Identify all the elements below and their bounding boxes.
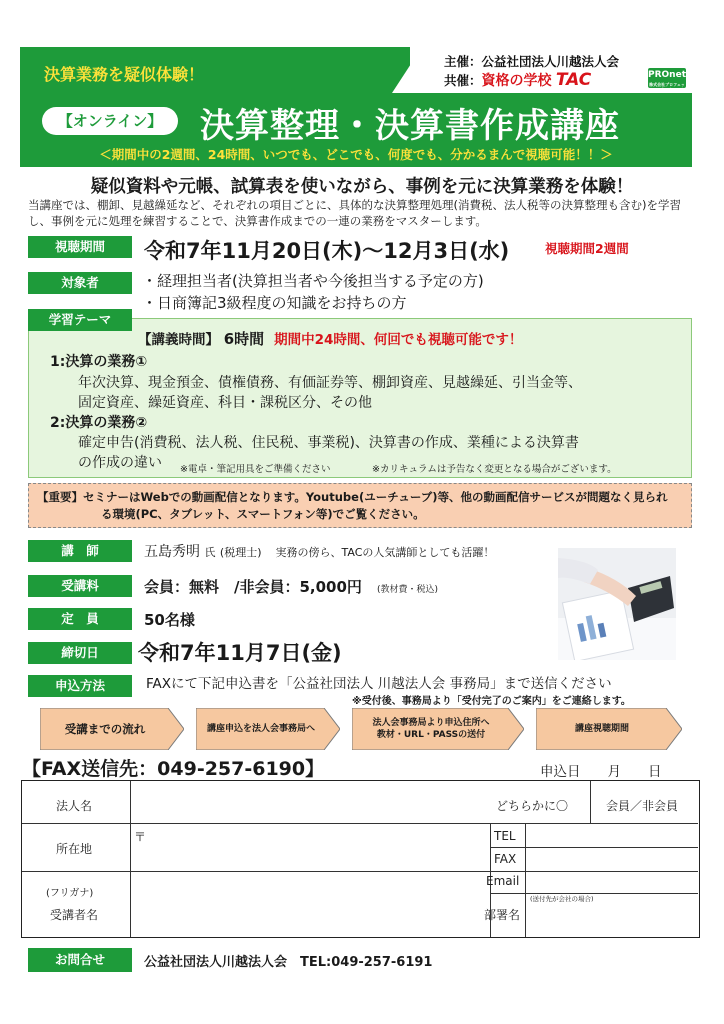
email-field[interactable]: [526, 870, 696, 892]
attendee-field[interactable]: [130, 872, 466, 934]
online-label: 【オンライン】: [42, 107, 178, 135]
host-text: 主催：公益社団法人川越法人会: [444, 54, 620, 69]
tagline: 決算業務を疑似体験！: [44, 65, 205, 84]
theme-item-2-head: 2:決算の業務②: [50, 415, 148, 431]
cohost-school: 資格の学校: [481, 73, 552, 89]
apply-note: ※受付後、事務局より「受付完了のご案内」をご連絡します。: [352, 696, 631, 707]
target-line-1: ・経理担当者(決算担当者や今後担当する予定の方): [142, 272, 484, 290]
dept-label: 部署名: [484, 908, 521, 922]
dept-note: (送付先が会社の場合): [530, 895, 594, 903]
address-label: 所在地: [56, 842, 93, 856]
corp-name-label: 法人名: [56, 799, 93, 813]
capacity-label: 定 員: [28, 608, 132, 630]
fax-label: FAX: [494, 852, 517, 866]
deadline-label: 締切日: [28, 642, 132, 664]
apply-date: 申込日 月 日: [540, 764, 662, 780]
attendee-label: 受講者名: [50, 908, 99, 922]
headline: 疑似資料や元帳、試算表を使いながら、事例を元に決算業務を体験！: [90, 177, 634, 197]
period-label: 視聴期間: [28, 236, 132, 258]
theme-note-2: ※カリキュラムは予告なく変更となる場合がございます。: [372, 464, 617, 475]
instructor-label: 講 師: [28, 540, 132, 562]
fee-value: 会員：無料 /非会員：5,000円 (教材費・税込): [144, 578, 438, 596]
theme-label: 学習テーマ: [28, 309, 132, 331]
fax-field[interactable]: [526, 848, 696, 870]
theme-item-1-head: 1:決算の業務①: [50, 354, 148, 370]
page-title: 決算整理・決算書作成講座: [200, 106, 620, 146]
capacity-value: 50名様: [144, 611, 195, 629]
lecture-hours: 【講義時間】 6時間 期間中24時間、何回でも視聴可能です！: [138, 330, 523, 348]
contact-label: お問合せ: [28, 948, 132, 972]
furigana-label: (フリガナ): [46, 888, 94, 899]
theme-item-1-line-2: 固定資産、繰延資産、科目・課税区分、その他: [78, 395, 372, 411]
address-field[interactable]: 〒: [134, 830, 147, 844]
calculator-photo: [558, 548, 676, 660]
fax-number: 【FAX送信先：049-257-6190】: [22, 758, 325, 780]
tel-label: TEL: [494, 829, 516, 843]
email-label: Email: [486, 874, 520, 888]
tel-field[interactable]: [526, 824, 696, 846]
theme-item-2-line-1: 確定申告(消費税、法人税、住民税、事業税)、決算書の作成、業種による決算書: [78, 435, 579, 451]
flow-step-4: 講座視聴期間: [536, 708, 682, 750]
apply-text: FAXにて下記申込書を「公益社団法人 川越法人会 事務局」まで送信ください: [146, 676, 612, 692]
either-label: どちらかに〇: [496, 799, 569, 813]
fee-label: 受講料: [28, 575, 132, 597]
target-line-2: ・日商簿記3級程度の知識をお持ちの方: [142, 294, 407, 312]
banner-subtitle: ＜期間中の2週間、24時間、いつでも、どこでも、何度でも、分かるまんで視聴可能！！＞: [99, 147, 613, 162]
theme-item-2-line-2: の作成の違い: [78, 455, 162, 471]
target-label: 対象者: [28, 272, 132, 294]
important-notice: 【重要】セミナーはWebでの動画配信となります。Youtube(ユーチューブ)等、他の動画配信サービスが問題なく見られ る環境(PC、タブレット、スマートフォン等)でご覧ください。: [28, 483, 692, 528]
member-choice[interactable]: 会員／非会員: [606, 799, 679, 813]
period-value: 令和7年11月20日(木)～12月3日(水): [144, 239, 510, 263]
flow-step-1: 受講までの流れ: [40, 708, 184, 750]
instructor-info: 五島秀明 氏 (税理士) 実務の傍ら、TACの人気講師としても活躍！: [144, 544, 495, 560]
theme-item-1-line-1: 年次決算、現金預金、債権債務、有価証券等、棚卸資産、見越繰延、引当金等、: [78, 375, 582, 391]
period-note: 視聴期間2週間: [545, 241, 629, 256]
dept-field[interactable]: [526, 904, 696, 934]
pronet-logo: PROnet 株式会社プロフェッションネットワーク: [648, 70, 686, 92]
deadline-value: 令和7年11月7日(金): [138, 641, 342, 665]
intro-text: 当講座では、棚卸、見越繰延など、それぞれの項目ごとに、具体的な決算整理処理(消費税、法人税等の決算整理も含む)を学習し、事例を元に処理を練習することで、決算書作成までの一連の業務をマスターします。: [28, 198, 681, 228]
theme-note-1: ※電卓・筆記用具をご準備ください: [180, 464, 331, 475]
tac-logo: TAC: [555, 70, 592, 90]
contact-text: 公益社団法人川越法人会 TEL:049-257-6191: [144, 955, 433, 970]
cohost-text: 共催：資格の学校 TAC: [444, 70, 592, 90]
flow-step-2: 講座申込を法人会事務局へ: [196, 708, 340, 750]
apply-label: 申込方法: [28, 675, 132, 697]
flow-step-3: 法人会事務局より申込住所へ 教材・URL・PASSの送付: [352, 708, 524, 750]
